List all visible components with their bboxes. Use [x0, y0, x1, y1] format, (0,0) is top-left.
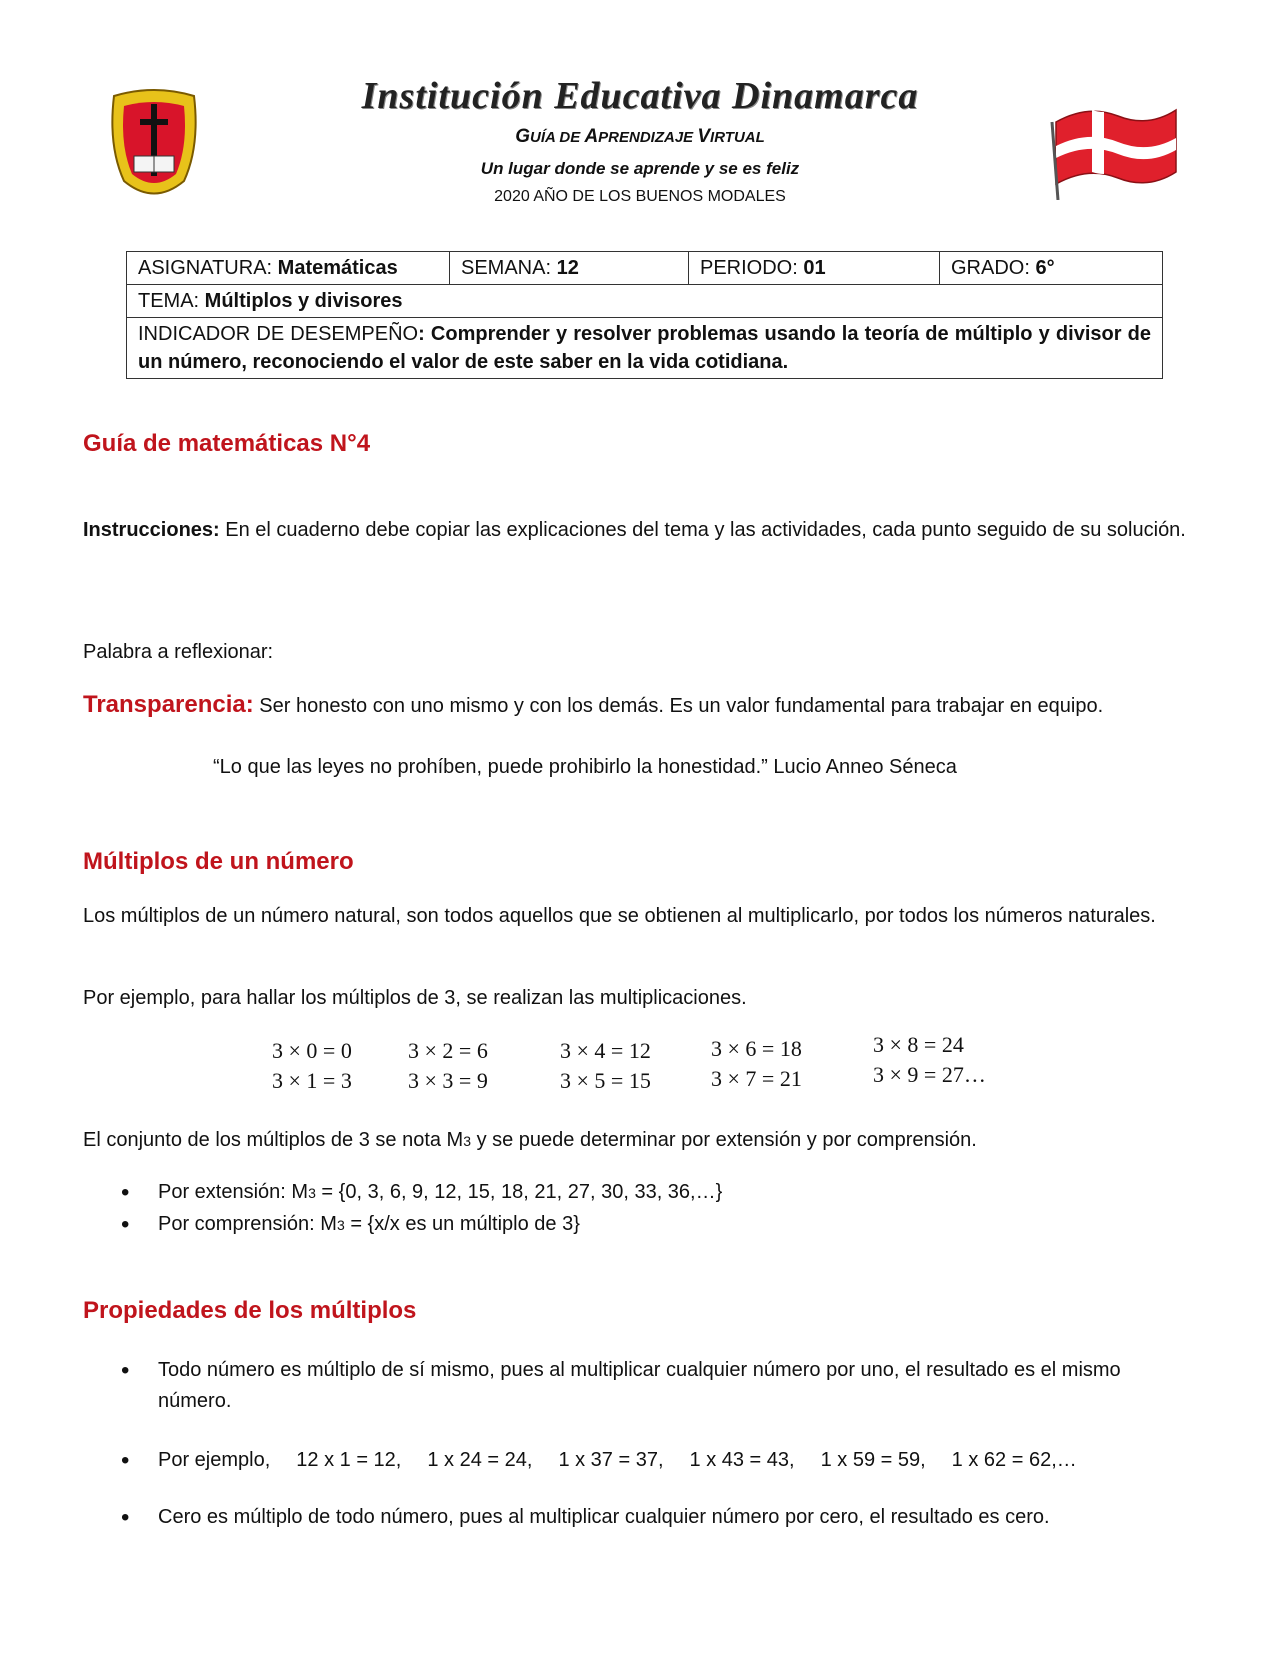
properties-list-1 [83, 1355, 1195, 1417]
multiples-definition: Los múltiplos de un número natural, son todos aquellos que se obtienen al multiplicarlo, por todos los números naturales. [83, 905, 1156, 927]
equation: 3 × 8 = 24 [873, 1032, 964, 1057]
properties-heading: Propiedades de los múltiplos [83, 1297, 417, 1324]
school-motto: Un lugar donde se aprende y se es feliz [480, 159, 800, 178]
equation-column [272, 1036, 352, 1096]
institution-title: Institución Educativa Dinamarca [361, 75, 919, 117]
equation: 3 × 6 = 18 [711, 1036, 802, 1061]
equation-column [408, 1036, 488, 1096]
denmark-flag-icon [1048, 100, 1184, 200]
equation: 3 × 3 = 9 [408, 1068, 488, 1093]
equation: 3 × 9 = 27… [873, 1062, 986, 1087]
list-item: • Todo número es múltiplo de sí mismo, pues al multiplicar cualquier número por uno, el resultado es el mismo número. [83, 1355, 1195, 1417]
properties-list-3 [83, 1502, 1195, 1533]
course-info-table [126, 251, 1163, 379]
equation: 3 × 7 = 21 [711, 1066, 802, 1091]
equation: 3 × 2 = 6 [408, 1038, 488, 1063]
year-motto: 2020 AÑO DE LOS BUENOS MODALES [494, 188, 786, 205]
set-definitions-list [83, 1177, 1195, 1241]
instructions-paragraph: Instrucciones: En el cuaderno debe copiar las explicaciones del tema y las actividades, cada punto seguido de su solución. [83, 519, 1186, 541]
list-item: • Por extensión: M3 = {0, 3, 6, 9, 12, 15, 18, 21, 27, 30, 33, 36,…} [83, 1177, 1195, 1209]
list-item: • Por comprensión: M3 = {x/x es un múltiplo de 3} [83, 1209, 1195, 1241]
example-intro: Por ejemplo, para hallar los múltiplos de 3, se realizan las multiplicaciones. [83, 987, 747, 1009]
guide-heading: Guía de matemáticas N°4 [83, 430, 371, 457]
equation: 3 × 0 = 0 [272, 1038, 352, 1063]
set-notation-intro: El conjunto de los múltiplos de 3 se nota M3 y se puede determinar por extensión y por comprensión. [83, 1129, 977, 1151]
list-item: • Por ejemplo, 12 x 1 = 12, 1 x 24 = 24, 1 x 37 = 37, 1 x 43 = 43, 1 x 59 = 59, 1 x 62 = 62,… [83, 1445, 1195, 1476]
guide-subtitle: GUÍA DE APRENDIZAJE VIRTUAL [515, 126, 765, 147]
semana-cell: SEMANA: 12 [450, 252, 689, 285]
indicador-cell: INDICADOR DE DESEMPEÑO: Comprender y resolver problemas usando la teoría de múltiplo y divisor de un número, reconociendo el valor de este saber en la vida cotidiana. [127, 318, 1163, 379]
reflection-definition: Transparencia: Ser honesto con uno mismo y con los demás. Es un valor fundamental para trabajar en equipo. [83, 691, 1104, 718]
tema-cell: TEMA: Múltiplos y divisores [127, 285, 1163, 318]
equation-column [560, 1036, 651, 1096]
multiples-heading: Múltiplos de un número [83, 848, 354, 875]
school-crest-icon [104, 86, 204, 206]
seneca-quote: “Lo que las leyes no prohíben, puede prohibirlo la honestidad.” Lucio Anneo Séneca [213, 756, 957, 778]
equation: 3 × 1 = 3 [272, 1068, 352, 1093]
grado-cell: GRADO: 6° [940, 252, 1163, 285]
equation-column [711, 1034, 802, 1094]
equation-column [873, 1030, 986, 1090]
asignatura-cell: ASIGNATURA: Matemáticas [127, 252, 450, 285]
equation: 3 × 5 = 15 [560, 1068, 651, 1093]
list-item: • Cero es múltiplo de todo número, pues al multiplicar cualquier número por cero, el resultado es cero. [83, 1502, 1195, 1533]
periodo-cell: PERIODO: 01 [689, 252, 940, 285]
equation: 3 × 4 = 12 [560, 1038, 651, 1063]
properties-list-2 [83, 1445, 1195, 1476]
reflection-prompt: Palabra a reflexionar: [83, 641, 274, 663]
